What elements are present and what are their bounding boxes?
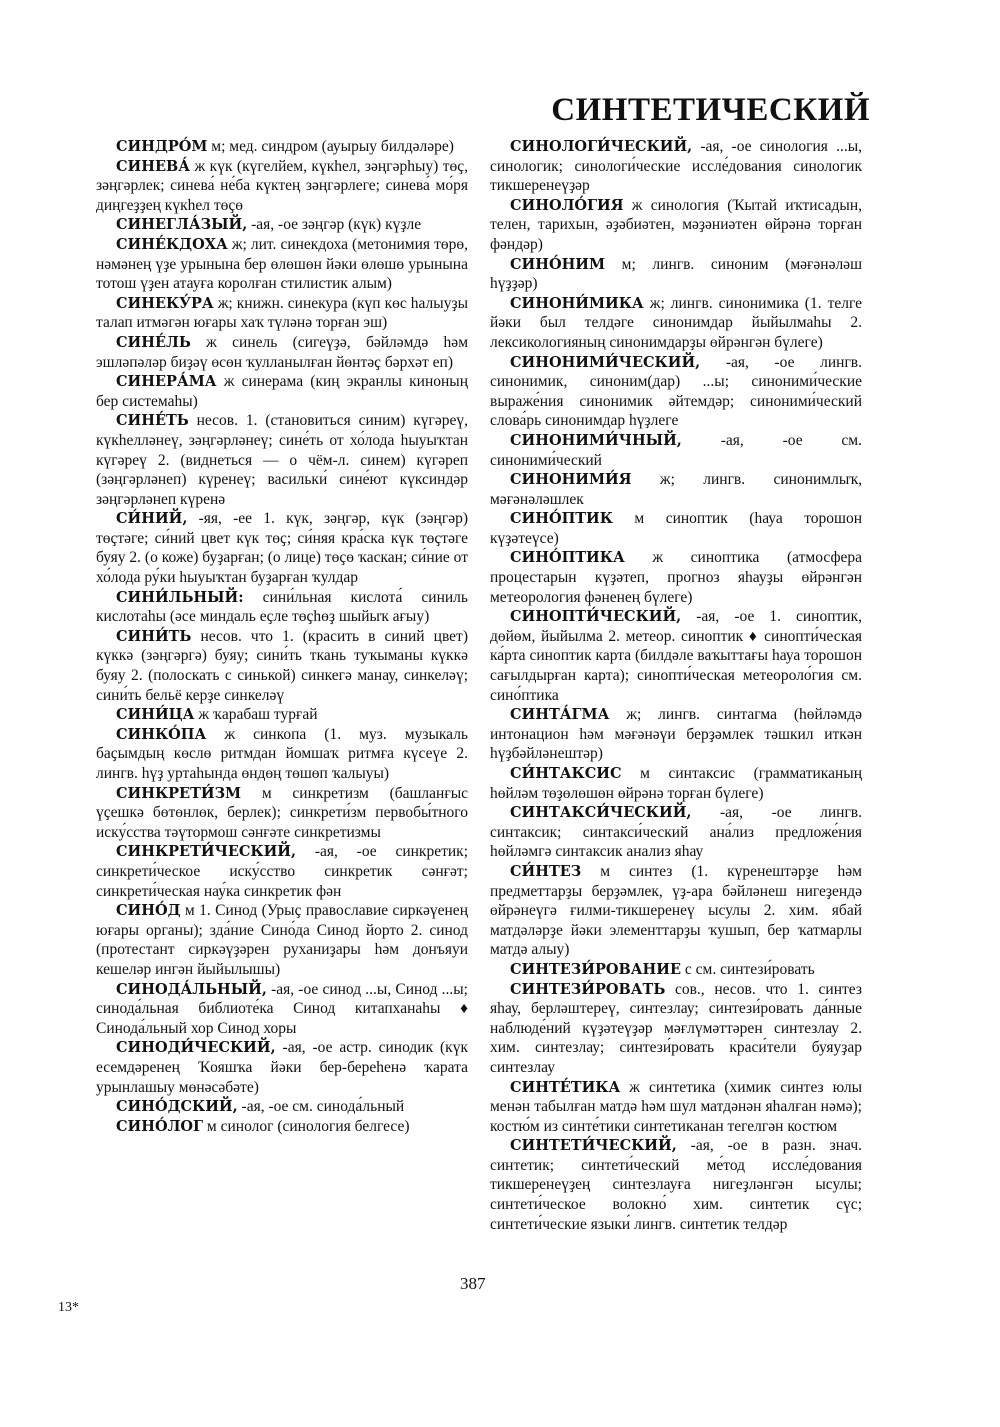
entry-definition: ж синерама (киң экранлы киноның бер системаһы) — [96, 373, 468, 410]
entry-headword: СИНДРО́М — [116, 138, 208, 155]
entry-headword: СИНКО́ПА — [116, 725, 207, 743]
entry-headword: СИ́НТАКСИС — [510, 765, 622, 782]
dictionary-entry — [490, 470, 862, 509]
entry-headword: СИНКРЕТИ́ЧЕСКИЙ, — [116, 843, 297, 861]
dictionary-entry — [490, 705, 862, 764]
dictionary-entry — [96, 980, 468, 1039]
dictionary-entry — [490, 960, 862, 980]
entry-headword: СИНО́ПТИК — [510, 510, 613, 528]
dictionary-entry — [490, 764, 862, 803]
dictionary-entry — [96, 784, 468, 843]
page-running-head: СИНТЕТИЧЕСКИЙ — [551, 92, 870, 128]
entry-definition: ж; лингв. синонимлыҡ, мәғәнәләшлек — [490, 471, 862, 508]
entry-definition: м синоптик (һауа торошон күҙәтеүсе) — [490, 510, 862, 547]
entry-definition: -ая, -ое лингв. синонимик, синоним(дар) ...ы; синоними́ческие выраже́ния синонимик әйтемдәр; синоними́ческий слова́рь синонимдар һүҙлеге — [490, 353, 862, 430]
dictionary-entry — [96, 157, 468, 216]
entry-headword: СИНОЛОГИ́ЧЕСКИЙ, — [510, 138, 693, 155]
dictionary-entry — [490, 607, 862, 705]
entry-headword: СИНЕ́ЛЬ — [116, 333, 191, 351]
entry-headword: СИНОДА́ЛЬНЫЙ, — [116, 980, 267, 998]
dictionary-entry — [490, 803, 862, 862]
dictionary-entry — [96, 333, 468, 372]
entry-definition: ж синтетика (химик синтез юлы менән табылған матдә һәм шул матдәнән яһалған нәмә); костю́м из синте́тики синтетиканан тегелгән костюм — [490, 1078, 862, 1135]
entry-headword: СИНТЕЗИ́РОВАТЬ — [510, 980, 666, 998]
entry-headword: СИ́НТЕЗ — [510, 862, 582, 880]
entry-headword: СИНОНИМИ́ЧНЫЙ, — [510, 431, 682, 449]
dictionary-entry — [96, 1117, 468, 1137]
entry-definition: м синкретизм (башланғыс үҫешкә бөтөнлөк, берлек); синкрети́зм первобы́тного иску́сства тәүтормош сәнғәте синкретизмы — [96, 784, 468, 841]
entry-definition: -яя, -ее 1. күк, зәңгәр, күк (зәңгәр) төҫтәге; си́ний цвет күк төҫ; си́няя кра́ска күк төҫтәге буяу 2. (о коже) буҙарған; (о лице) төҫө ҡаскан; си́ние от хо́лода ру́ки һыуыҡтан буҙарған ҡулдар — [96, 510, 468, 587]
dictionary-entry — [96, 137, 468, 157]
entry-headword: СИНОПТИ́ЧЕСКИЙ, — [510, 608, 682, 626]
left-column — [96, 137, 468, 1136]
entry-headword: СИНЕРА́МА — [116, 373, 217, 391]
dictionary-entry — [96, 1038, 468, 1097]
entry-headword: СИНО́Д — [116, 902, 181, 920]
entry-headword: СИНЕ́ТЬ — [116, 412, 189, 430]
entry-headword: СИНИ́ТЬ — [116, 627, 192, 645]
entry-definition: -ая, -ое синкретик; синкрети́ческое иску́сство синкретик сәнғәт; синкрети́ческая нау́ка синкретик фән — [96, 843, 468, 900]
entry-definition: ж; книжн. синекура (күп көс һалыуҙы талап итмәгән юғары хаҡ түләнә торған эш) — [96, 294, 468, 332]
entry-definition: м; мед. синдром (ауырыу билдәләре) — [207, 138, 454, 155]
signature-mark: 13* — [58, 1300, 79, 1315]
dictionary-entry — [96, 901, 468, 979]
entry-definition: м; лингв. синоним (мәғәнәләш һүҙҙәр) — [490, 255, 862, 293]
dictionary-entry — [490, 353, 862, 431]
entry-definition: ж синель (сигеүҙә, бәйләмдә һәм эшләпәләр биҙәү өсөн ҡулланылған йөнтәҫ бәрхәт еп) — [96, 333, 468, 371]
entry-definition: -ая, -ое синология ...ы, синологик; синологи́ческие иссле́дования синологик тикшеренеүҙәр — [490, 138, 862, 195]
entry-definition: -ая, -ое синод ...ы, Синод ...ы; синода́льная библиоте́ка Синод китапханаһы ♦ Синода́льный хор Синод хоры — [96, 980, 468, 1037]
dictionary-entry — [490, 294, 862, 353]
entry-definition: -ая, -ое см. синода́льный — [237, 1098, 405, 1116]
dictionary-entry — [96, 294, 468, 333]
entry-headword: СИНО́ЛОГ — [116, 1117, 204, 1135]
dictionary-entry — [96, 705, 468, 725]
entry-definition: м 1. Синод (Урыҫ православие сиркәүенең юғары органы); зда́ние Сино́да Синод йорто 2. синод (протестант сиркәүҙәрен руханиҙары һәм донъяуи кешеләр ингән йыйылышы) — [96, 902, 468, 978]
entry-headword: СИНОНИМИ́ЧЕСКИЙ, — [510, 353, 701, 371]
entry-definition: ж синоптика (атмосфера процестарын күҙәтеп, прогноз яһауҙы өйрәнгән метеорология фәненең бүлеге) — [490, 549, 862, 606]
entry-definition: -ая, -ое лингв. синтаксик; синтакси́ческий ана́лиз предложе́ния һөйләмгә синтаксик анализ яһау — [490, 804, 862, 861]
dictionary-entry — [490, 196, 862, 255]
entry-headword: СИНТА́ГМА — [510, 706, 610, 724]
dictionary-entry — [490, 431, 862, 470]
entry-definition: ж синкопа (1. муз. музыкаль баҫымдың көслө ритмдан йомшаҡ ритмға күсеүе 2. лингв. һүҙ уртаһында өндөң төшөп ҡалыуы) — [96, 725, 468, 782]
entry-headword: СИНОДИ́ЧЕСКИЙ, — [116, 1039, 276, 1057]
dictionary-entry — [96, 372, 468, 411]
entry-definition: ж; лингв. синонимика (1. телге йәки был телдәге синонимдар йыйылмаһы 2. лексикологияның синонимдарҙы өйрәнгән бүлеге) — [490, 294, 862, 351]
dictionary-entry — [96, 215, 468, 235]
entry-headword: СИНИ́ЛЬНЫЙ: — [116, 588, 244, 606]
entry-headword: СИНОЛО́ГИЯ — [510, 196, 624, 214]
entry-headword: СИ́НИЙ, — [116, 510, 188, 528]
dictionary-entry — [490, 1136, 862, 1234]
entry-definition: -ая, -ое в разн. знач. синтетик; синтети́ческий ме́тод иссле́дования тикшеренеүҙең синтезлауға нигеҙләнгән ысулы; синтети́ческое волокно́ хим. синтетик сүс; синтети́ческие языки́ лингв. синтетик телдәр — [490, 1137, 862, 1233]
entry-headword: СИНТЕ́ТИКА — [510, 1078, 621, 1096]
entry-definition: сов., несов. что 1. синтез яһау, берләштереү, синтезлау; синтези́ровать да́нные наблюде́ний күҙәтеүҙәр мәғлүмәттәрен синтезлау 2. хим. синтезлау; синтези́ровать краси́тели буяуҙар синтезлау — [490, 980, 862, 1076]
entry-definition: сини́льная кислота́ синиль кислотаһы (әсе миндаль еҫле төҫһөҙ шыйыҡ ағыу) — [96, 588, 468, 626]
entry-definition: с см. синтези́ровать — [681, 960, 815, 978]
entry-definition: -ая, -ое 1. синоптик, дөйөм, йыйылма 2. метеор. синоптик ♦ синопти́ческая ка́рта синоптик карта (билдәле ваҡыттағы һауа торошон сағылдырған карта); синопти́ческая метеороло́гия см. сино́птика — [490, 608, 862, 704]
dictionary-entry — [96, 627, 468, 705]
dictionary-entry — [490, 862, 862, 960]
entry-definition: несов. 1. (становиться синим) күгәреү, күкһелләнеү, зәңгәрләнеү; сине́ть от хо́лода һыуыҡтан күгәреү 2. (виднеться — о чём-л. синем) күгәреп (зәңгәрләнеп) күренеү; васильки́ сине́ют күксиндәр зәңгәрләнеп күренә — [96, 412, 468, 508]
dictionary-entry — [490, 548, 862, 607]
dictionary-entry — [490, 137, 862, 196]
entry-headword: СИНЕ́КДОХА — [116, 235, 228, 253]
dictionary-entry — [96, 411, 468, 509]
dictionary-entry — [490, 980, 862, 1078]
dictionary-entry — [96, 588, 468, 627]
entry-definition: несов. что 1. (красить в синий цвет) күккә (зәңгәргә) буяу; сини́ть ткань туҡыманы күккә буяу 2. (полоскать с синькой) синкегә манау, синкеләү; сини́ть бельё керҙе синкеләү — [96, 627, 468, 704]
entry-definition: ж синология (Ҡытай иҡтисадын, телен, тарихын, әҙәбиәтен, мәҙәниәтен өйрәнә торған фәндәр) — [490, 196, 862, 253]
dictionary-entry — [96, 725, 468, 784]
entry-definition: м синтез (1. күренештәрҙе һәм предметтарҙы берҙәмлек, үҙ-ара бәйләнеш нигеҙендә өйрәнеүгә ғилми-тикшеренеү ысулы 2. хим. ябай матдәләрҙе йәки элементтарҙы ҡушып, бер ҡатмарлы матдә алыу) — [490, 862, 862, 959]
entry-definition: ж күк (күгелйем, күкһел, зәңгәрһыу) төҫ, зәңгәрлек; синева́ не́ба күктең зәңгәрлеге; синева́ мо́ря диңгеҙҙең күкһел төҫө — [96, 157, 468, 214]
entry-definition: ж; лингв. синтагма (һөйләмдә интонацион һәм мәғәнәүи берҙәмлек тәшкил иткән һүҙбәйләнештәр) — [490, 706, 862, 763]
entry-headword: СИНО́НИМ — [510, 255, 606, 273]
entry-headword: СИНО́ПТИКА — [510, 549, 625, 567]
entry-headword: СИНТАКСИ́ЧЕСКИЙ, — [510, 804, 692, 822]
entry-definition: ж; лит. синекдоха (метонимия төрө, нәмәнең үҙе урынына бер өлөшөн йәки өлөшө урынына тотош үҙен атауға королған стилистик алым) — [96, 235, 468, 293]
entry-headword: СИНЕКУ́РА — [116, 294, 214, 312]
entry-definition: м синолог (синология белгесе) — [203, 1117, 410, 1135]
entry-definition: м синтаксис (грамматиканың һөйләм төҙөлөшөн өйрәнә торған бүлеге) — [490, 765, 862, 802]
entry-headword: СИНТЕТИ́ЧЕСКИЙ, — [510, 1137, 677, 1155]
dictionary-entry — [490, 509, 862, 548]
dictionary-entry — [490, 255, 862, 294]
entry-definition: -ая, -ое зәңгәр (күк) күҙле — [247, 216, 422, 234]
entry-headword: СИНИ́ЦА — [116, 706, 195, 724]
page-number: 387 — [460, 1274, 486, 1293]
entry-headword: СИНКРЕТИ́ЗМ — [116, 784, 242, 802]
entry-headword: СИНТЕЗИ́РОВАНИЕ — [510, 960, 681, 978]
entry-definition: -ая, -ое астр. синодик (күк есемдәренең Ҡояшҡа йәки бер-береһенә ҡарата урынлашыу мөнәсәбәте) — [96, 1039, 468, 1096]
entry-headword: СИНЕВА́ — [116, 157, 191, 175]
dictionary-entry — [96, 1097, 468, 1117]
dictionary-entry — [96, 235, 468, 294]
entry-headword: СИНО́ДСКИЙ, — [116, 1098, 238, 1116]
entry-headword: СИНОНИМИ́Я — [510, 471, 632, 489]
entry-definition: -ая, -ое см. синоними́ческий — [490, 431, 862, 469]
right-column — [490, 137, 862, 1234]
entry-headword: СИНОНИ́МИКА — [510, 294, 644, 312]
dictionary-entry — [96, 842, 468, 901]
dictionary-entry — [96, 509, 468, 587]
dictionary-entry — [490, 1078, 862, 1137]
entry-headword: СИНЕГЛА́ЗЫЙ, — [116, 216, 248, 234]
entry-definition: ж ҡарабаш турғай — [194, 706, 318, 724]
